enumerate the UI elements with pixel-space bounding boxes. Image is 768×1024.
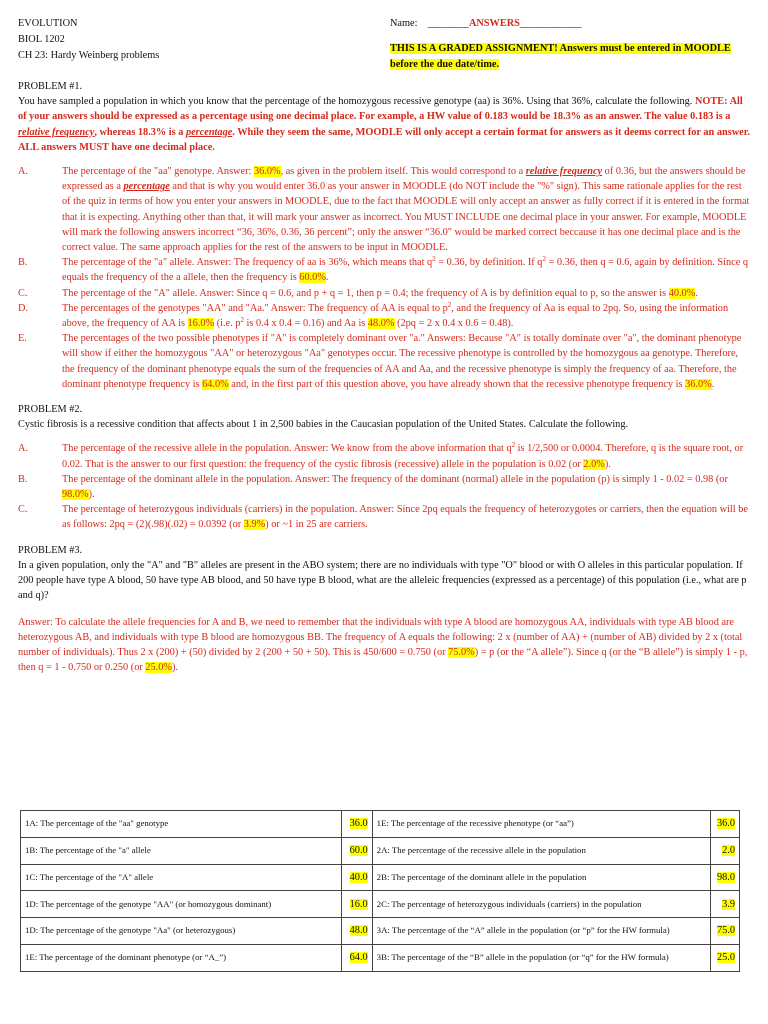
item-text: The percentage of the "a" allele. Answer: The frequency of aa is 36%, which means that $q^2 = 0.36$, by definition. If $q^2 = 0.36$, then q = 0.6, again by definition. Since q equals the frequency of the a allele, then the frequency is 60.0%.	[62, 255, 749, 284]
text-part: and, in the first part of this question above, you have already shown that the recessive phenotype frequency is	[228, 378, 686, 390]
text-part: The percentage of the "a" allele. Answer: The frequency of aa is 36%, which means that q	[62, 257, 433, 269]
value-cell	[711, 811, 740, 838]
question-cell: 3A: The percentage of the “A” allele in the population (or “p” for the HW formula)	[372, 918, 710, 945]
item-text	[62, 441, 750, 471]
question-cell: 1D: The percentage of the genotype "Aa" (or heterozygous)	[21, 918, 342, 945]
intro-text: You have sampled a population in which you know that the percentage of the homozygous recessive genotype (aa) is 36%. Using that 36%, calculate the following.	[18, 96, 693, 108]
value-cell	[711, 891, 740, 918]
emphasis: relative frequency	[525, 166, 603, 178]
value-cell	[711, 864, 740, 891]
course-line: CH 23: Hardy Weinberg problems	[18, 50, 160, 61]
problem-2-intro: Cystic fibrosis is a recessive condition that affects about 1 in 2,500 babies in the Caucasian population of the United States. Calculate the following.	[18, 419, 629, 431]
question-cell: 1A: The percentage of the "aa" genotype	[21, 811, 342, 838]
list-item	[18, 472, 750, 502]
item-label: E.	[18, 333, 27, 345]
course-info	[18, 16, 159, 73]
answer-value: 48.0	[349, 925, 368, 937]
highlighted-answer: 36.0%	[253, 166, 281, 178]
emphasis: percentage	[123, 181, 170, 193]
name-blank: ________	[427, 18, 469, 29]
course-line: EVOLUTION	[18, 18, 78, 29]
text-part: ).	[88, 489, 95, 501]
value-cell	[341, 944, 372, 971]
question-cell: 2B: The percentage of the dominant allele in the population	[372, 864, 710, 891]
list-item	[18, 331, 750, 392]
highlighted-answer: 75.0%	[448, 646, 475, 658]
text-part: = 0.36, by definition. If q	[435, 257, 543, 269]
highlighted-answer: 3.9%	[243, 519, 266, 531]
table-row	[21, 811, 740, 838]
note-part: . While they seem the same, MOODLE will only accept a certain format for answers as it deems correct for an answer. ALL answers MUST have one decimal place.	[18, 126, 750, 153]
question-cell: 1E: The percentage of the recessive phenotype (or “aa”)	[372, 811, 710, 838]
problem-3-answer	[18, 615, 750, 676]
list-item	[18, 301, 750, 331]
value-cell	[341, 918, 372, 945]
highlighted-answer: 48.0%	[367, 318, 395, 330]
text-part: Answer: To calculate the allele frequencies for A and B, we need to remember that the individuals with type A blood are homozygous AA, individuals with type AB blood are heterozygous AB, and individuals with type B blood are homozygous BB. The frequency of A equals the following: 2 x (number of AA) + (number of AB) divided by 2 x (total number of individuals). Thus 2 x (200) + (50) divided by 2 (200 + 50 + 50). This is 450/600 = 0.750 (or	[18, 616, 743, 658]
item-label: B.	[18, 257, 28, 269]
item-text	[62, 301, 750, 331]
item-label: D.	[18, 302, 29, 314]
item-text: The percentage of the "A" allele. Answer: Since q = 0.6, and p + q = 1, then p = 0.4; the frequency of A is by definition equal to p, so the answer is 40.0%.	[62, 287, 698, 299]
text-part: , as given in the problem itself. This would correspond to a	[280, 166, 526, 178]
superscript: 2	[542, 255, 546, 264]
question-cell: 3B: The percentage of the “B” allele in the population (or “q” for the HW formula)	[372, 944, 710, 971]
text-part: ).	[604, 458, 611, 470]
text-part: The percentages of the two possible phenotypes if "A" is completely dominant over "a." Answers: Because "A" is totally dominate over "a", the dominant phenotype will show if either the homozygous "AA" or heterozygous "Aa" genotypes occur. The recessive phenotype is controlled by the homozygous aa genotype. Therefore, the frequency of the dominant phenotype equals the sum of the frequencies of AA and Aa, and the recessive phenotype is simply the frequency of aa. Therefore, the dominant phenotype frequency is	[62, 333, 742, 390]
text-part: ) or ~1 in 25 are carriers.	[265, 519, 368, 531]
name-block	[390, 16, 750, 73]
problem-3-title: PROBLEM #3.	[18, 544, 83, 556]
superscript: 2	[447, 300, 452, 309]
note-part: , whereas 18.3% is a	[94, 126, 186, 138]
value-cell	[341, 811, 372, 838]
highlighted-answer: 40.0%	[668, 287, 696, 299]
worksheet	[18, 16, 750, 675]
answer-summary-table	[20, 810, 740, 972]
list-item	[18, 255, 750, 285]
item-text: The percentages of the two possible phenotypes if "A" is completely dominant over "a." Answers: Because "A" is totally dominate over "a", the dominant phenotype will show if either the homozygous "AA" or heterozygous "Aa" genotypes occur. The recessive phenotype is controlled by the homozygous aa genotype. Therefore, the frequency of the dominant phenotype equals the sum of the frequencies of AA and Aa, and the recessive phenotype is simply the frequency of aa. Therefore, the dominant phenotype frequency is 64.0% and, in the first part of this question above, you have already shown that the recessive phenotype frequency is 36.0%.	[62, 333, 742, 390]
text-part: (2pq = 2 x 0.4 x 0.6 = 0.48).	[394, 318, 514, 330]
header	[18, 16, 750, 73]
item-text	[62, 502, 750, 532]
table-row	[21, 918, 740, 945]
problem-2-items	[18, 441, 750, 532]
text-part: is 1/2,500 or 0.0004. Therefore, q is the square root, or 0.02. That is the answer to our first question: the frequency of the cystic fibrosis (recessive) allele in the population is 0.02 (or	[62, 443, 744, 470]
value-cell	[711, 944, 740, 971]
value-cell	[341, 837, 372, 864]
name-label: Name:	[390, 18, 418, 29]
text-part: = 0.36, then q = 0.6, again by definition. Since q equals the frequency of the a allele, then the frequency is	[62, 257, 749, 284]
text-part: is 0.4 x 0.4 = 0.16) and Aa is	[243, 318, 368, 330]
list-item	[18, 502, 750, 532]
question-cell: 2C: The percentage of heterozygous individuals (carriers) in the population	[372, 891, 710, 918]
problem-1-items	[18, 164, 750, 392]
text-part: The percentage of the "aa" genotype. Answer:	[62, 166, 254, 178]
item-label: B.	[18, 473, 28, 485]
text-part: and that is why you would enter 36.0 as your answer in MOODLE (do NOT include the "%" sign). This same rationale applies for the rest of the quiz in terms of how you enter your answers in MOODLE, due to the fact that MOODLE will only accept an answer as fully correct if it is entered in the format that it is expecting. Anything other than that, it will mark your answer as incorrect. You MUST INCLUDE one decimal place in your answer. For example, MOODLE will mark the following answers incorrect “36, 36%, 0.36, 36 percent”; only the answer “36.0" would be marked correct beccause it has one decimal place and is the correct value. The same approach applies for the rest of the answers to be input in MOODLE.	[62, 181, 750, 254]
value-cell	[711, 918, 740, 945]
answer-value: 25.0	[716, 952, 735, 964]
value-cell	[341, 864, 372, 891]
answer-value: 60.0	[349, 845, 368, 857]
item-text	[62, 472, 750, 502]
text-part: (i.e. p	[214, 318, 241, 330]
table-row	[21, 944, 740, 971]
problem-1-intro	[18, 94, 750, 155]
problem-1-title: PROBLEM #1.	[18, 81, 83, 92]
note-emphasis: percentage	[185, 126, 233, 138]
answer-value: 40.0	[349, 871, 368, 883]
item-text	[62, 164, 750, 255]
item-label: C.	[18, 504, 28, 516]
highlighted-answer: 16.0%	[187, 318, 215, 330]
list-item	[18, 441, 750, 471]
list-item	[18, 286, 750, 301]
value-cell	[341, 891, 372, 918]
highlighted-answer: 60.0%	[299, 272, 326, 284]
superscript: 2	[432, 255, 436, 264]
superscript: 2	[511, 441, 516, 450]
item-label: C.	[18, 287, 28, 299]
item-label: A.	[18, 166, 29, 178]
note-part: NOTE: All of your answers should be expressed as a percentage using one decimal place. For example, a HW value of 0.183 would be 18.3% as an answer. The value 0.183 is a	[18, 96, 743, 123]
list-item	[18, 164, 750, 255]
answer-value: 16.0	[349, 898, 368, 910]
answer-value: 2.0	[722, 845, 735, 857]
question-cell: 1E: The percentage of the dominant phenotype (or “A_”)	[21, 944, 342, 971]
text-part: ).	[171, 662, 178, 674]
value-cell	[711, 837, 740, 864]
problem-3-intro: In a given population, only the "A" and "B" alleles are present in the ABO system; there are no individuals with type "O" blood or with O alleles in this particular population. If 200 people have type A blood, 50 have type AB blood, and 50 have type B blood, what are the alleleic frequencies (expressed as a percentage) of this population (i.e., what are p and q)?	[18, 559, 747, 602]
question-cell: 2A: The percentage of the recessive allele in the population	[372, 837, 710, 864]
answer-value: 98.0	[716, 871, 735, 883]
table-row	[21, 837, 740, 864]
highlighted-answer: 64.0%	[202, 378, 229, 390]
name-blank: ____________	[519, 18, 582, 29]
text-part: The percentages of the genotypes "AA" and "Aa." Answer: The frequency of AA is equal to p	[62, 302, 448, 314]
name-line	[390, 16, 750, 32]
answer-value: 75.0	[716, 925, 735, 937]
highlighted-answer: 25.0%	[145, 662, 172, 674]
superscript: 2	[240, 316, 244, 325]
answer-value: 36.0	[716, 818, 735, 830]
question-cell: 1B: The percentage of the "a" allele	[21, 837, 342, 864]
table-row	[21, 864, 740, 891]
answer-value: 64.0	[349, 952, 368, 964]
answers-label: ANSWERS	[468, 18, 520, 29]
highlighted-answer: 36.0%	[685, 378, 712, 390]
text-part: The percentage of the dominant allele in the population. Answer: The frequency of the dominant (normal) allele in the population (p) is simply 1 - 0.02 = 0.98 (or	[62, 473, 728, 485]
text-part: , and the frequency of Aa is equal to 2pq. So, using the information above, the frequency of AA is	[62, 302, 729, 330]
note-emphasis: relative frequency	[18, 126, 95, 138]
item-label: A.	[18, 443, 29, 455]
text-part: The percentage of the recessive allele in the population. Answer: We know from the above information that q	[62, 443, 512, 455]
text-part: The percentage of heterozygous individuals (carriers) in the population. Answer: Since 2pq equals the frequency of heterozygotes or carriers, then the equation will be as follows: 2pq = (2)(.98)(.02) = 0.0392 (or	[62, 504, 748, 531]
answer-value: 36.0	[349, 818, 368, 830]
text-part: ) = p (or the “A allele”). Since q (or the “B allele”) is simply 1 - p, then q = 1 - 0.750 or 0.250 (or	[18, 646, 748, 674]
highlighted-answer: 98.0%	[62, 489, 89, 501]
graded-notice: THIS IS A GRADED ASSIGNMENT! Answers must be entered in MOODLE before the due date/time.	[390, 43, 731, 70]
text-part: The percentage of the "A" allele. Answer: Since q = 0.6, and p + q = 1, then p = 0.4; the frequency of A is by definition equal to p, so the answer is	[62, 287, 669, 299]
problem-2-title: PROBLEM #2.	[18, 404, 83, 416]
question-cell: 1D: The percentage of the genotype "AA" (or homozygous dominant)	[21, 891, 342, 918]
table-row	[21, 891, 740, 918]
question-cell: 1C: The percentage of the "A" allele	[21, 864, 342, 891]
text-part: of 0.36, but the answers should be expressed as a	[62, 166, 746, 193]
course-line: BIOL 1202	[18, 34, 65, 45]
highlighted-answer: 2.0%	[583, 458, 605, 470]
answer-value: 3.9	[722, 898, 735, 910]
